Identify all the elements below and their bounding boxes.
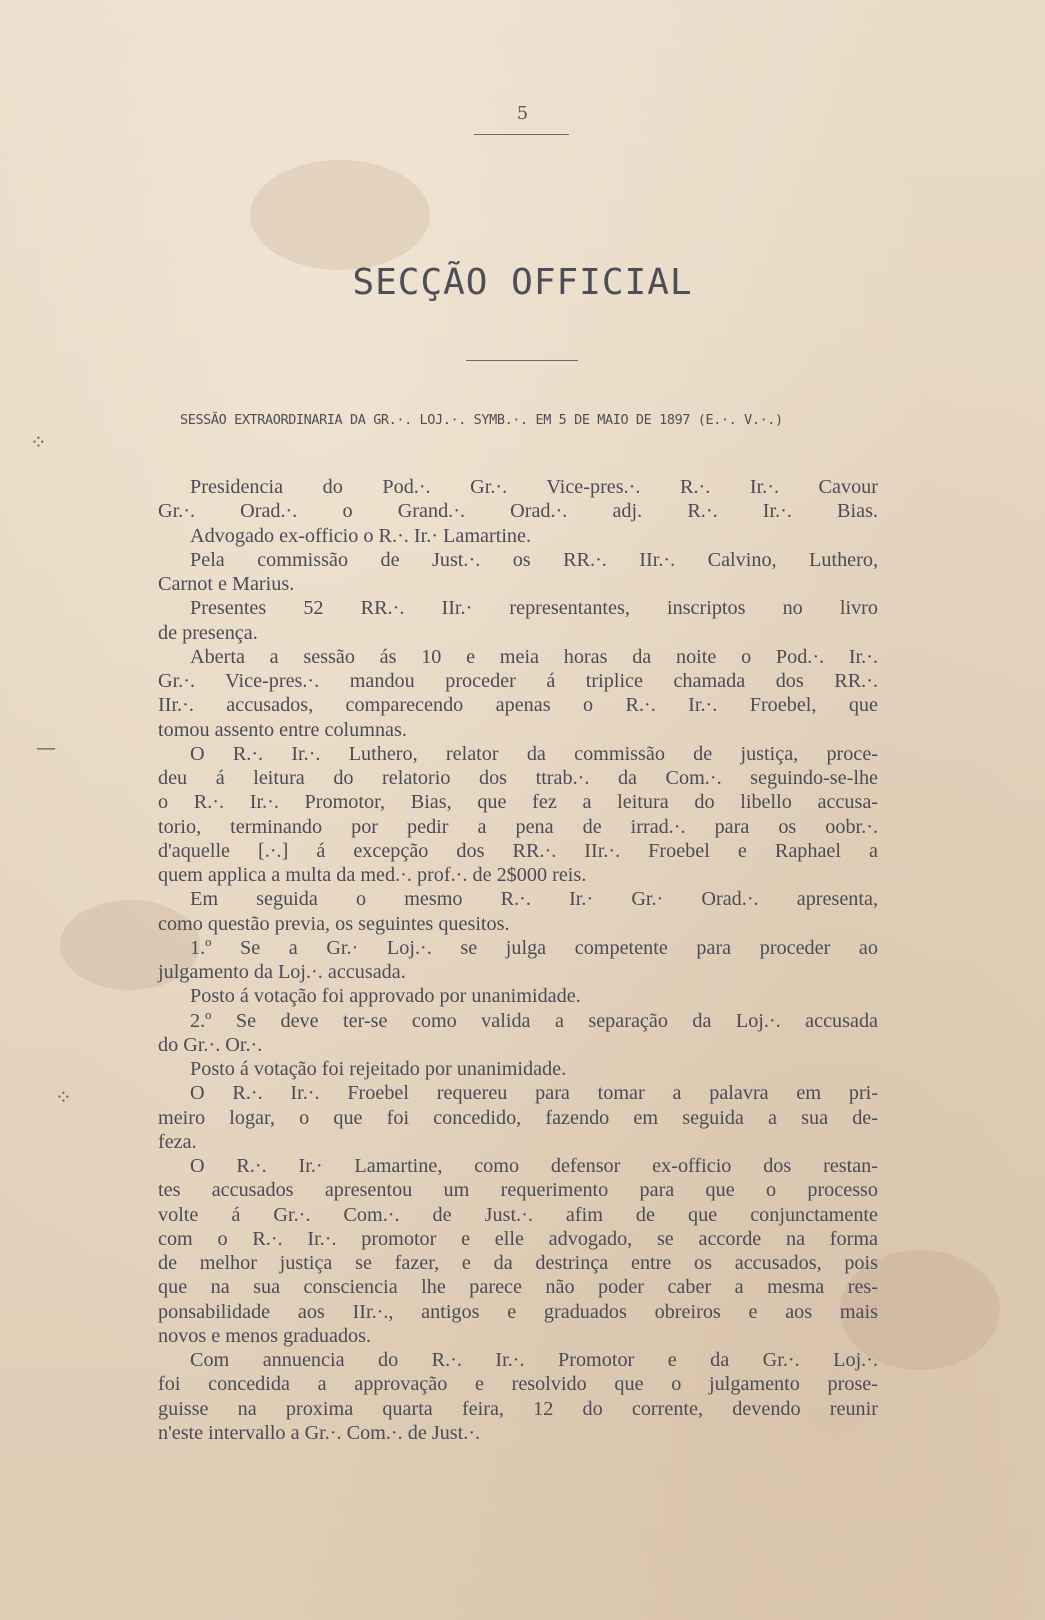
text-line: quem applica a multa da med.·. prof.·. de 2$000 reis. <box>158 864 587 886</box>
text-line: O R.·. Ir.·. Luthero, relator da commissão de justiça, proce- <box>190 742 878 765</box>
section-title: SECÇÃO OFFICIAL <box>352 262 693 303</box>
text-line: o R.·. Ir.·. Promotor, Bias, que fez a leitura do libello accusa- <box>158 791 878 814</box>
text-line: novos e menos graduados. <box>158 1324 372 1347</box>
body-text <box>158 475 878 1445</box>
text-line: Gr.·. Orad.·. o Grand.·. Orad.·. adj. R.·. Ir.·. Bias. <box>158 500 878 523</box>
text-line: Em seguida o mesmo R.·. Ir.· Gr.· Orad.·. apresenta, <box>190 888 878 911</box>
text-line: Posto á votação foi rejeitado por unanimidade. <box>190 1058 567 1080</box>
text-line: 1.º Se a Gr.· Loj.·. se julga competente para proceder ao <box>190 936 878 959</box>
text-line: Presentes 52 RR.·. IIr.· representantes, inscriptos no livro <box>190 597 878 620</box>
text-line: Presidencia do Pod.·. Gr.·. Vice-pres.·. R.·. Ir.·. Cavour <box>190 476 878 498</box>
title-rule <box>466 360 578 361</box>
text-line: deu á leitura do relatorio dos ttrab.·. da Com.·. seguindo-se-lhe <box>158 767 878 789</box>
margin-stain-mark: — <box>36 735 56 759</box>
margin-stain-mark: ⁘ <box>30 430 47 454</box>
text-line: tes accusados apresentou um requerimento para que o processo <box>158 1179 878 1202</box>
page-number-rule <box>474 134 569 135</box>
text-line: torio, terminando por pedir a pena de irrad.·. para os oobr.·. <box>158 815 878 838</box>
text-line: ponsabilidade aos IIr.·., antigos e graduados obreiros e aos mais <box>158 1300 878 1323</box>
text-line: n'este intervallo a Gr.·. Com.·. de Just.·. <box>158 1421 481 1444</box>
text-line: meiro logar, o que foi concedido, fazendo em seguida a sua de- <box>158 1106 878 1129</box>
text-line: foi concedida a approvação e resolvido que o julgamento prose- <box>158 1373 878 1396</box>
page-number: 5 <box>516 103 529 124</box>
text-line: como questão previa, os seguintes quesitos. <box>158 912 510 935</box>
text-line: volte á Gr.·. Com.·. de Just.·. afim de que conjunctamente <box>158 1203 878 1226</box>
text-line: Pela commissão de Just.·. os RR.·. IIr.·. Calvino, Luthero, <box>190 548 878 571</box>
text-line: Posto á votação foi approvado por unanimidade. <box>190 985 581 1008</box>
text-line: feza. <box>158 1130 197 1153</box>
text-line: d'aquelle [.·.] á excepção dos RR.·. IIr.·. Froebel e Raphael a <box>158 839 878 862</box>
text-line: IIr.·. accusados, comparecendo apenas o R.·. Ir.·. Froebel, que <box>158 694 878 717</box>
text-line: com o R.·. Ir.·. promotor e elle advogado, se accorde na forma <box>158 1227 878 1250</box>
text-line: 2.º Se deve ter-se como valida a separação da Loj.·. accusada <box>190 1009 878 1032</box>
text-line: guisse na proxima quarta feira, 12 do corrente, devendo reunir <box>158 1397 878 1420</box>
session-header: SESSÃO EXTRAORDINARIA DA GR.·. LOJ.·. SYMB.·. EM 5 DE MAIO DE 1897 (E.·. V.·.) <box>180 412 783 428</box>
text-line: Carnot e Marius. <box>158 573 295 595</box>
text-line: O R.·. Ir.·. Froebel requereu para tomar a palavra em pri- <box>190 1082 878 1105</box>
text-line: de presença. <box>158 621 258 644</box>
text-line: Com annuencia do R.·. Ir.·. Promotor e da Gr.·. Loj.·. <box>190 1349 878 1371</box>
text-line: Aberta a sessão ás 10 e meia horas da noite o Pod.·. Ir.·. <box>190 645 878 668</box>
text-line: O R.·. Ir.· Lamartine, como defensor ex-officio dos restan- <box>190 1155 878 1177</box>
text-line: Gr.·. Vice-pres.·. mandou proceder á triplice chamada dos RR.·. <box>158 670 878 692</box>
text-line: do Gr.·. Or.·. <box>158 1033 263 1056</box>
paper-stain <box>250 160 430 270</box>
text-line: tomou assento entre columnas. <box>158 718 407 741</box>
text-line: de melhor justiça se fazer, e da destrinça entre os accusados, pois <box>158 1252 878 1274</box>
text-line: Advogado ex-officio o R.·. Ir.· Lamartine. <box>190 524 532 547</box>
margin-stain-mark: ⁘ <box>55 1085 72 1109</box>
text-line: que na sua consciencia lhe parece não poder caber a mesma res- <box>158 1276 878 1299</box>
text-line: julgamento da Loj.·. accusada. <box>158 961 406 983</box>
